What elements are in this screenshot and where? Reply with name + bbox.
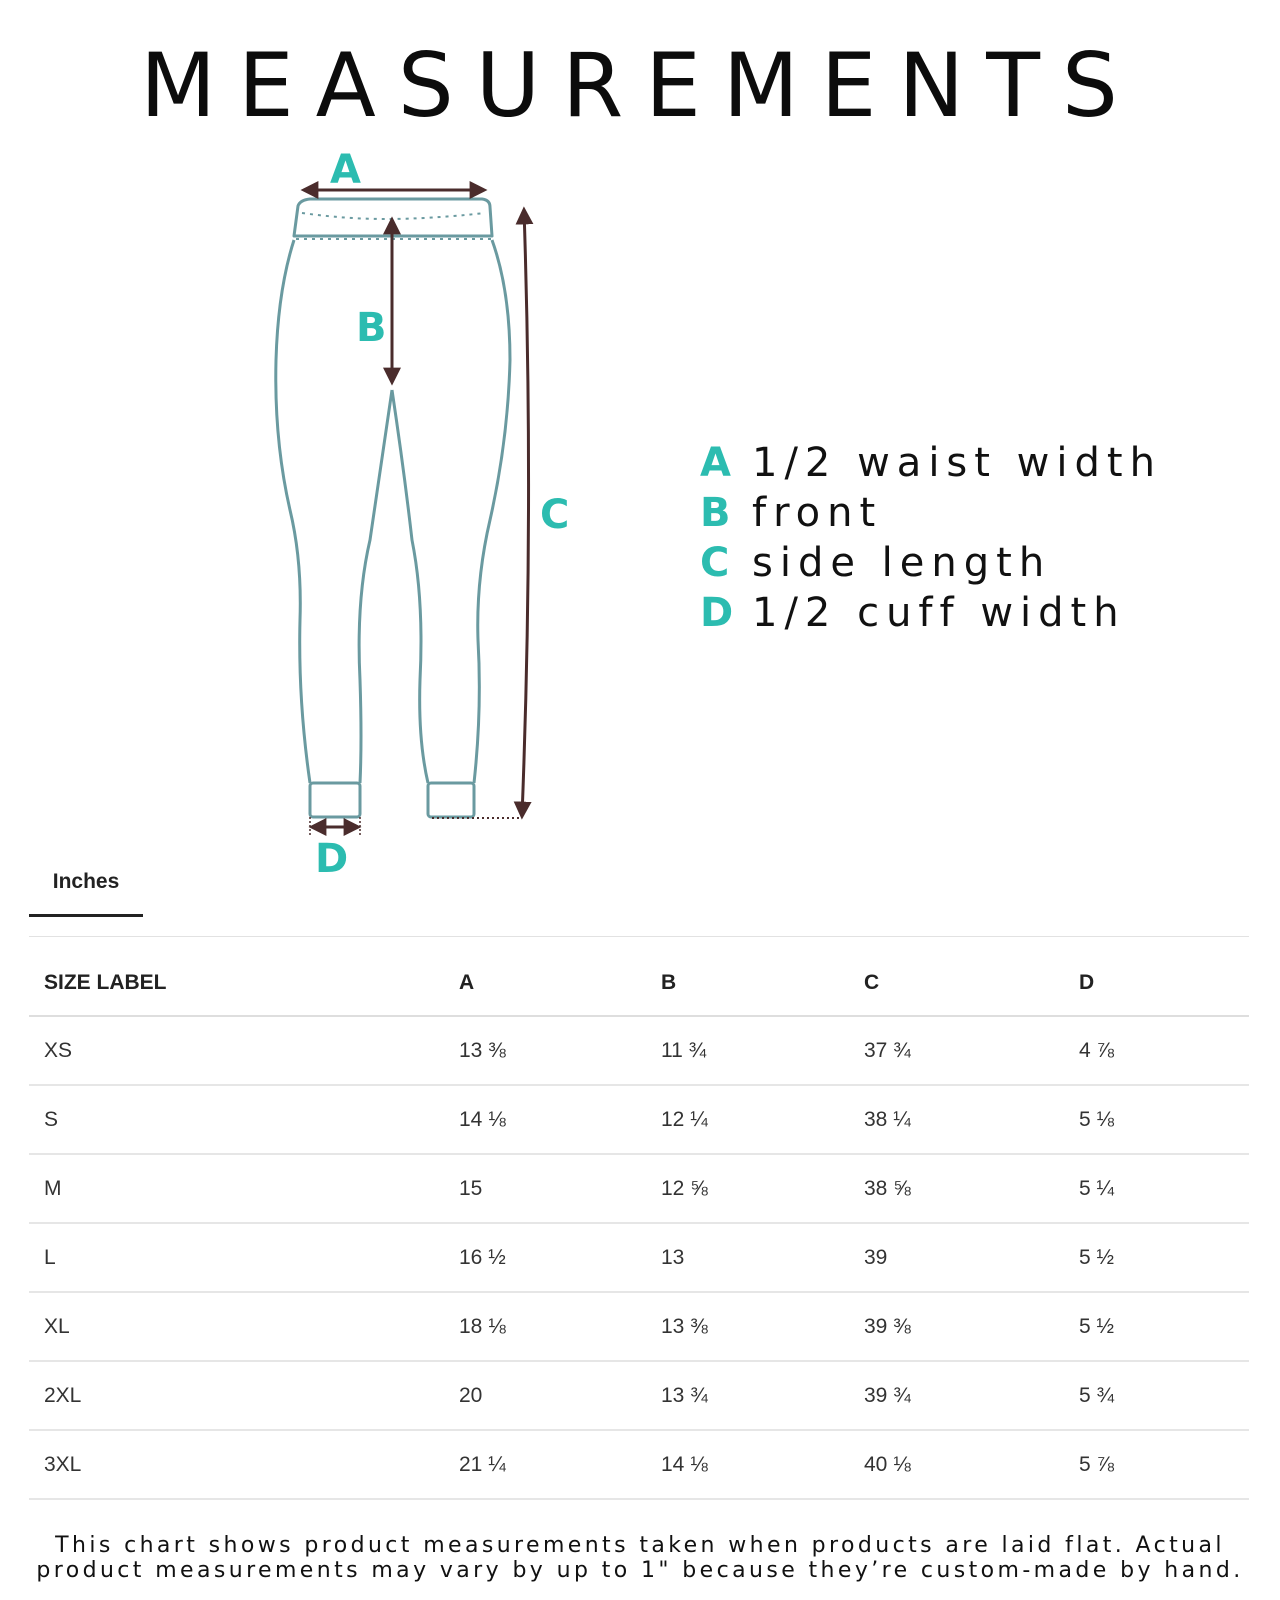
cell-d: 5 ½: [1064, 1223, 1249, 1292]
page-title: MEASUREMENTS: [140, 34, 1140, 137]
cell-d: 5 ½: [1064, 1292, 1249, 1361]
arrow-c: [522, 210, 529, 816]
cell-d: 5 ⅛: [1064, 1085, 1249, 1154]
legend-item-b: [700, 490, 1162, 540]
column-header-size-label: SIZE LABEL: [29, 951, 444, 1016]
cell-d: 5 ¼: [1064, 1154, 1249, 1223]
cell-c: 39: [849, 1223, 1064, 1292]
tab-inches[interactable]: Inches: [29, 870, 143, 917]
tab-divider: [29, 936, 1249, 937]
table-row: [29, 1016, 1249, 1085]
column-header-c: C: [849, 951, 1064, 1016]
cell-b: 13: [646, 1223, 849, 1292]
cell-size: 3XL: [29, 1430, 444, 1499]
cell-a: 13 ⅜: [444, 1016, 646, 1085]
cell-c: 38 ⅝: [849, 1154, 1064, 1223]
cell-size: L: [29, 1223, 444, 1292]
size-table: [29, 951, 1249, 1500]
legend-key: D: [700, 590, 734, 636]
cell-c: 38 ¼: [849, 1085, 1064, 1154]
legend-key: B: [700, 490, 731, 536]
cell-size: XS: [29, 1016, 444, 1085]
cell-a: 21 ¼: [444, 1430, 646, 1499]
table-header-row: [29, 951, 1249, 1016]
column-header-d: D: [1064, 951, 1249, 1016]
legend-text: 1/2 cuff width: [752, 590, 1126, 636]
diagram-label-c: C: [540, 492, 570, 538]
cell-a: 14 ⅛: [444, 1085, 646, 1154]
cell-b: 12 ⅝: [646, 1154, 849, 1223]
table-row: [29, 1361, 1249, 1430]
cell-a: 15: [444, 1154, 646, 1223]
diagram-label-b: B: [356, 305, 387, 351]
legend-text: side length: [752, 540, 1052, 586]
table-row: [29, 1085, 1249, 1154]
table-row: [29, 1292, 1249, 1361]
column-header-b: B: [646, 951, 849, 1016]
cell-c: 40 ⅛: [849, 1430, 1064, 1499]
cell-c: 39 ⅜: [849, 1292, 1064, 1361]
cell-d: 4 ⅞: [1064, 1016, 1249, 1085]
cell-b: 11 ¾: [646, 1016, 849, 1085]
legend-text: front: [752, 490, 883, 536]
cell-c: 37 ¾: [849, 1016, 1064, 1085]
legend-item-c: [700, 540, 1162, 590]
diagram-label-d: D: [315, 836, 349, 880]
table-row: [29, 1154, 1249, 1223]
cell-size: XL: [29, 1292, 444, 1361]
unit-tabs: [29, 870, 1249, 917]
cell-size: 2XL: [29, 1361, 444, 1430]
cell-a: 20: [444, 1361, 646, 1430]
legend-item-d: [700, 590, 1162, 640]
footnote-line-2: product measurements may vary by up to 1" because they’re custom-made by hand.: [36, 1558, 1244, 1583]
diagram-label-a: A: [330, 147, 361, 193]
legend-text: 1/2 waist width: [752, 440, 1162, 486]
cell-b: 12 ¼: [646, 1085, 849, 1154]
cell-size: M: [29, 1154, 444, 1223]
legend-item-a: [700, 440, 1162, 490]
legend-key: A: [700, 440, 731, 486]
cell-b: 14 ⅛: [646, 1430, 849, 1499]
cell-c: 39 ¾: [849, 1361, 1064, 1430]
cell-d: 5 ¾: [1064, 1361, 1249, 1430]
column-header-a: A: [444, 951, 646, 1016]
cell-b: 13 ¾: [646, 1361, 849, 1430]
cell-d: 5 ⅞: [1064, 1430, 1249, 1499]
cell-a: 18 ⅛: [444, 1292, 646, 1361]
table-row: [29, 1223, 1249, 1292]
cell-size: S: [29, 1085, 444, 1154]
footnote-line-1: This chart shows product measurements taken when products are laid flat. Actual: [55, 1533, 1225, 1558]
measurement-legend: [700, 440, 1162, 640]
cell-b: 13 ⅜: [646, 1292, 849, 1361]
legend-key: C: [700, 540, 730, 586]
footnote: [0, 1533, 1280, 1583]
table-row: [29, 1430, 1249, 1499]
cell-a: 16 ½: [444, 1223, 646, 1292]
